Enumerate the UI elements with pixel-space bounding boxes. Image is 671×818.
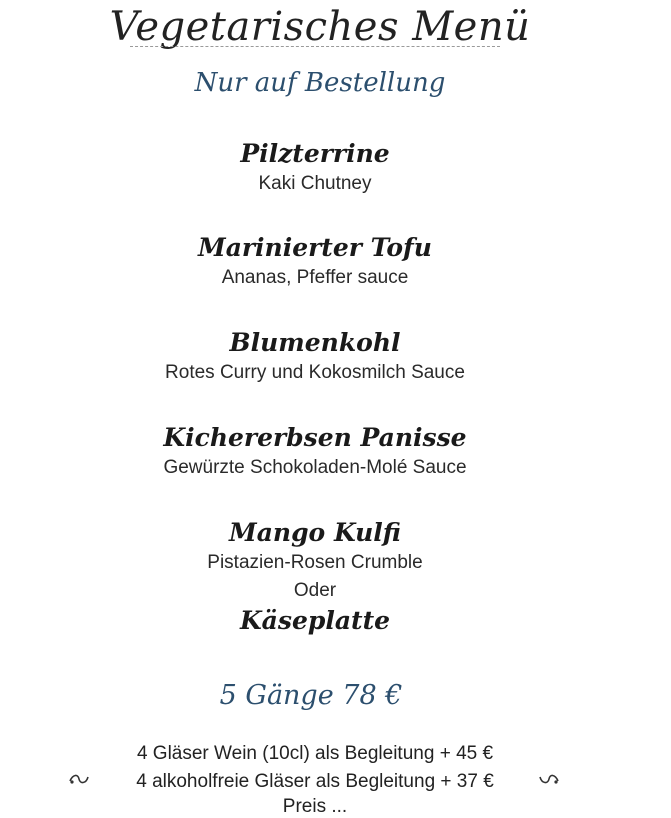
course-2 [0,232,630,292]
pairing-wine: 4 Gläser Wein (10cl) als Begleitung + 45 € [136,743,494,764]
course-alternative: Käseplatte [239,606,391,635]
menu-subtitle: Nur auf Bestellung [194,68,446,98]
course-description: Rotes Curry und Kokosmilch Sauce [165,362,465,383]
cut-off-line: Preis ... [282,796,348,817]
title-divider [130,46,500,47]
pairing-list [0,740,630,796]
course-dish: Kichererbsen Panisse [163,423,467,452]
pairing-non-alcoholic: 4 alkoholfreie Gläser als Begleitung + 37 € [136,771,494,792]
course-dish: Pilzterrine [240,139,390,168]
course-description: Ananas, Pfeffer sauce [221,267,409,288]
ornament-left-icon [68,770,90,791]
menu-title: Vegetarisches Menü [109,4,531,50]
course-description: Pistazien-Rosen Crumble [207,552,423,573]
course-or: Oder [293,580,337,601]
course-description: Gewürzte Schokoladen-Molé Sauce [163,457,467,478]
course-dish: Marinierter Tofu [198,233,432,262]
course-description: Kaki Chutney [258,173,372,194]
course-1 [0,138,630,198]
course-5 [0,517,630,637]
course-4 [0,422,630,482]
course-dish: Blumenkohl [229,328,401,357]
menu-price: 5 Gänge 78 € [219,680,403,711]
course-dish: Mango Kulfi [229,518,401,547]
ornament-right-icon [538,770,560,791]
course-3 [0,327,630,387]
